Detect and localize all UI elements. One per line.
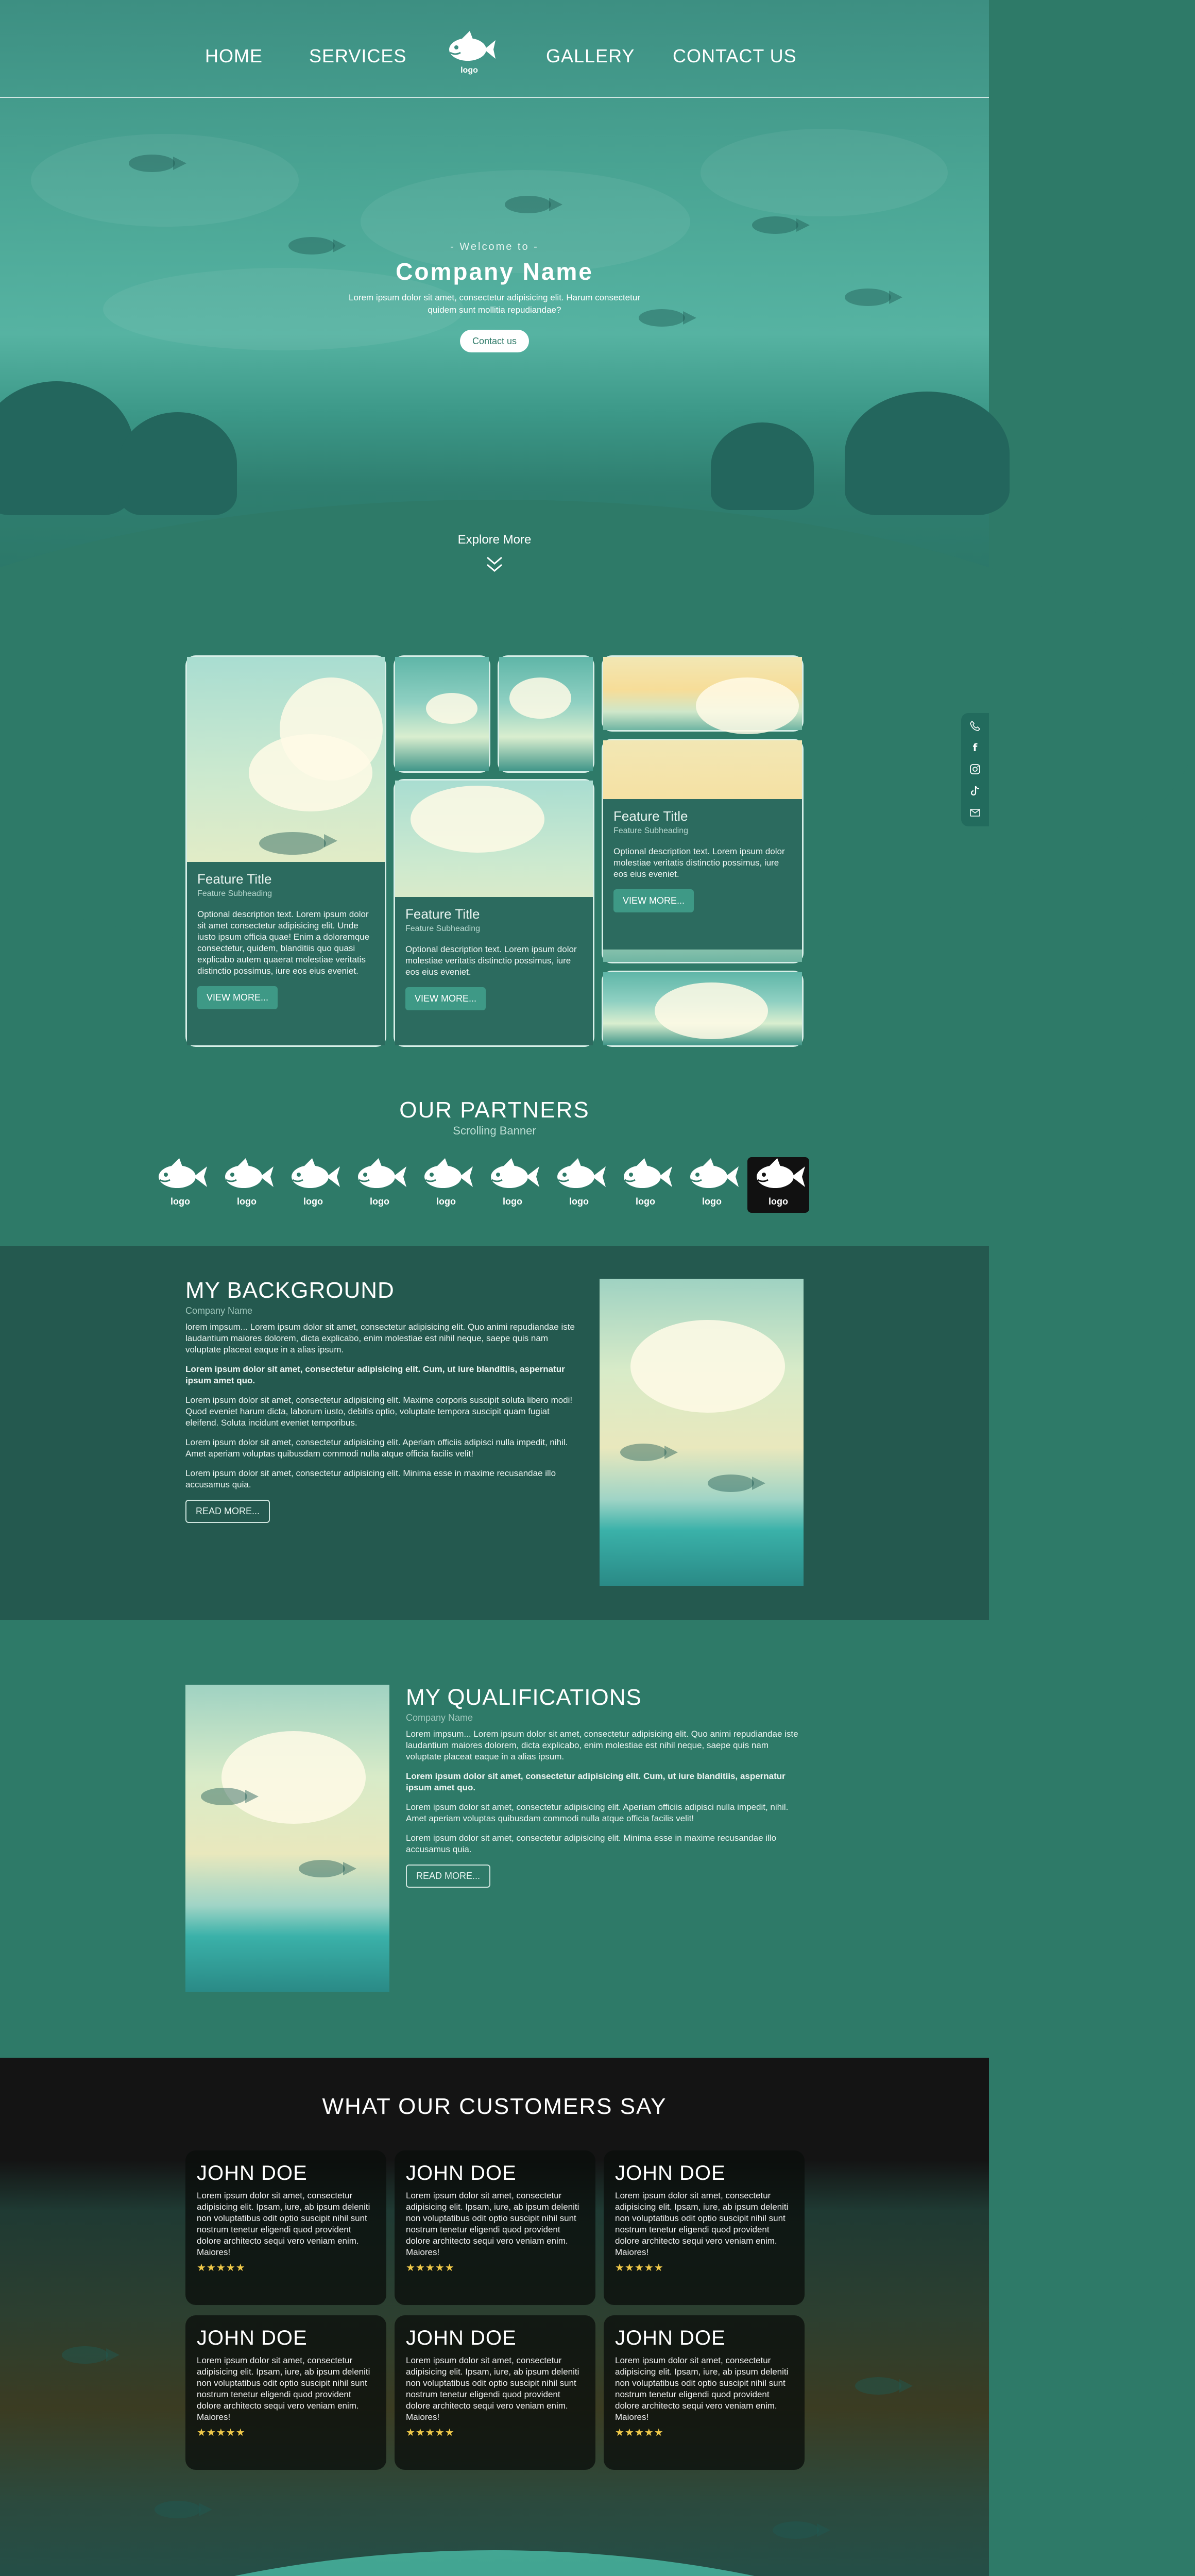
star-rating: ★★★★★ — [406, 2262, 455, 2274]
partner-logo[interactable] — [282, 1157, 344, 1213]
partner-logo[interactable] — [415, 1157, 477, 1213]
rock — [711, 422, 814, 510]
background-company: Company Name — [185, 1306, 253, 1316]
partner-logo[interactable] — [349, 1157, 411, 1213]
background-paragraph: Lorem ipsum dolor sit amet, consectetur adipisicing elit. Aperiam officiis adipisci nulla impedit, nihil. Amet aperiam voluptas quibusdam commodi nulla atque officia facilis velit! — [185, 1437, 568, 1459]
facebook-icon[interactable]: f — [972, 741, 978, 754]
rock — [845, 392, 1010, 515]
feature-description: Optional description text. Lorem ipsum dolor sit amet consectetur adipisicing elit. Unde iusto ipsum officia quae! Enim a doloremque consectetur, quidem, blanditiis quo quasi explicabo autem quaerat molestiae veritatis distinctio possimus, iure eos eius eveniet. — [197, 909, 370, 976]
nav-home[interactable]: HOME — [205, 45, 263, 66]
hero-cloud — [701, 129, 948, 216]
explore-more-link[interactable]: Explore More — [457, 533, 532, 547]
view-more-button[interactable]: VIEW MORE... — [405, 987, 486, 1010]
feature-card[interactable] — [394, 779, 594, 1047]
qualifications-text — [406, 1685, 804, 1888]
testimonial-name: JOHN DOE — [406, 2162, 517, 2184]
testimonial-name: JOHN DOE — [197, 2327, 308, 2349]
cloud-shape — [509, 677, 571, 719]
testimonial-text: Lorem ipsum dolor sit amet, consectetur adipisicing elit. Ipsam, iure, ab ipsum deleniti non voluptatibus odit optio suscipit nihil sunt nostrum tenetur eligendi quod provident dolore architecto sequi vero veniam enim. Maiores! — [406, 2191, 579, 2257]
fish-logo-icon — [614, 1157, 676, 1198]
cloud-shape — [249, 734, 372, 811]
fish-silhouette — [620, 1444, 667, 1461]
hero-curve — [0, 500, 1195, 963]
testimonial-name: JOHN DOE — [615, 2162, 726, 2184]
fish-silhouette — [708, 1475, 754, 1492]
hero-welcome: - Welcome to - — [450, 241, 539, 252]
qualifications-company: Company Name — [406, 1713, 473, 1723]
fish-logo-icon — [415, 1157, 477, 1198]
feature-card[interactable] — [602, 739, 804, 963]
testimonial-card — [185, 2315, 386, 2470]
fish-silhouette — [855, 2377, 901, 2395]
partners-banner — [170, 1154, 804, 1216]
fish-silhouette — [505, 196, 551, 213]
feature-title: Feature Title — [613, 808, 688, 824]
testimonial-text: Lorem ipsum dolor sit amet, consectetur adipisicing elit. Ipsam, iure, ab ipsum deleniti non voluptatibus odit optio suscipit nihil sunt nostrum tenetur eligendi quod provident dolore architecto sequi vero veniam enim. Maiores! — [406, 2355, 579, 2422]
feature-description: Optional description text. Lorem ipsum dolor molestiae veritatis distinctio possimus, iure eos eius eveniet. — [405, 944, 577, 977]
instagram-icon[interactable] — [969, 764, 981, 775]
testimonial-text: Lorem ipsum dolor sit amet, consectetur adipisicing elit. Ipsam, iure, ab ipsum deleniti non voluptatibus odit optio suscipit nihil sunt nostrum tenetur eligendi quod provident dolore architecto sequi vero veniam enim. Maiores! — [615, 2191, 789, 2257]
gallery-tile[interactable] — [394, 655, 490, 773]
partner-logo[interactable] — [149, 1157, 211, 1213]
testimonial-card — [604, 2150, 805, 2305]
feature-subheading: Feature Subheading — [405, 924, 480, 933]
qualifications-paragraph: Lorem impsum... Lorem ipsum dolor sit amet, consectetur adipisicing elit. Quo animi repudiandae iste laudantium maiores dolorem, dicta explicabo, enim molestiae est nihil neque, saepe quis nam voluptate placeat eaque in a alias ipsum. — [406, 1729, 798, 1761]
fish-logo-icon — [349, 1157, 411, 1198]
testimonial-name: JOHN DOE — [406, 2327, 517, 2349]
star-rating: ★★★★★ — [197, 2262, 246, 2274]
fish-silhouette — [845, 289, 891, 306]
testimonial-name: JOHN DOE — [197, 2162, 308, 2184]
rock — [0, 381, 134, 515]
testimonial-text: Lorem ipsum dolor sit amet, consectetur adipisicing elit. Ipsam, iure, ab ipsum deleniti non voluptatibus odit optio suscipit nihil sunt nostrum tenetur eligendi quod provident dolore architecto sequi vero veniam enim. Maiores! — [615, 2355, 789, 2422]
background-text — [185, 1278, 577, 1523]
feature-subheading: Feature Subheading — [197, 889, 272, 898]
fish-silhouette — [259, 832, 326, 855]
gallery-tile[interactable] — [498, 655, 594, 773]
tiktok-icon[interactable] — [969, 785, 981, 796]
gallery-tile[interactable] — [602, 655, 804, 732]
partner-logo[interactable] — [482, 1157, 543, 1213]
email-icon[interactable] — [969, 807, 981, 818]
cloud-shape — [221, 1731, 366, 1824]
partners-title: OUR PARTNERS — [399, 1097, 590, 1123]
read-more-button[interactable]: READ MORE... — [185, 1500, 270, 1523]
top-nav — [0, 0, 989, 98]
testimonial-text: Lorem ipsum dolor sit amet, consectetur adipisicing elit. Ipsam, iure, ab ipsum deleniti non voluptatibus odit optio suscipit nihil sunt nostrum tenetur eligendi quod provident dolore architecto sequi vero veniam enim. Maiores! — [197, 2191, 370, 2257]
qualifications-paragraph: Lorem ipsum dolor sit amet, consectetur adipisicing elit. Minima esse in maxime recusandae illo accusamus quia. — [406, 1833, 777, 1854]
testimonial-card — [395, 2315, 595, 2470]
partner-logo-text: logo — [436, 1196, 456, 1207]
rock — [118, 412, 237, 515]
cloud-shape — [411, 786, 544, 853]
fish-silhouette — [62, 2346, 108, 2364]
testimonials-section — [0, 2058, 989, 2576]
social-sidebar — [961, 713, 989, 826]
background-section — [0, 1246, 989, 1620]
fish-logo-icon — [149, 1157, 211, 1198]
nav-gallery[interactable]: GALLERY — [546, 45, 635, 66]
feature-card[interactable] — [185, 655, 386, 1047]
background-paragraph: Lorem ipsum dolor sit amet, consectetur adipisicing elit. Minima esse in maxime recusandae illo accusamus quia. — [185, 1468, 556, 1489]
partner-logo-text: logo — [702, 1196, 722, 1207]
fish-silhouette — [773, 2521, 819, 2539]
testimonial-text: Lorem ipsum dolor sit amet, consectetur adipisicing elit. Ipsam, iure, ab ipsum deleniti non voluptatibus odit optio suscipit nihil sunt nostrum tenetur eligendi quod provident dolore architecto sequi vero veniam enim. Maiores! — [197, 2355, 370, 2422]
testimonial-card — [395, 2150, 595, 2305]
qualifications-section — [0, 1620, 989, 2058]
star-rating: ★★★★★ — [197, 2427, 246, 2438]
cloud-shape — [696, 677, 799, 734]
feature-panel — [187, 862, 385, 1045]
partner-logo-text: logo — [237, 1196, 257, 1207]
partners-subtitle: Scrolling Banner — [453, 1124, 536, 1137]
cloud-shape — [630, 1320, 785, 1413]
hero-company-name: Company Name — [396, 258, 593, 285]
fish-logo-icon — [747, 1157, 809, 1198]
partner-logo-text: logo — [636, 1196, 655, 1207]
star-rating: ★★★★★ — [406, 2427, 455, 2438]
qualifications-paragraph-bold: Lorem ipsum dolor sit amet, consectetur adipisicing elit. Cum, ut iure blanditiis, aspernatur ipsum amet quo. — [406, 1771, 786, 1792]
star-rating: ★★★★★ — [615, 2427, 664, 2438]
cloud-shape — [655, 982, 768, 1039]
fish-silhouette — [299, 1860, 345, 1877]
phone-icon[interactable] — [969, 720, 981, 732]
hero-cloud — [31, 134, 299, 227]
fish-logo-icon — [681, 1157, 743, 1198]
read-more-button[interactable]: READ MORE... — [406, 1865, 490, 1888]
partner-logo[interactable] — [747, 1157, 809, 1213]
partner-logo-text: logo — [569, 1196, 589, 1207]
fish-silhouette — [201, 1788, 247, 1805]
partner-logo-text: logo — [303, 1196, 323, 1207]
qualifications-title: MY QUALIFICATIONS — [406, 1685, 642, 1710]
view-more-button[interactable]: VIEW MORE... — [197, 986, 278, 1009]
view-more-button[interactable]: VIEW MORE... — [613, 889, 694, 912]
fish-silhouette — [129, 155, 175, 172]
partner-logo[interactable] — [216, 1157, 278, 1213]
background-paragraph: Lorem ipsum dolor sit amet, consectetur adipisicing elit. Maxime corporis suscipit soluta libero modi! Quod eveniet harum dicta, laborum iusto, debitis optio, voluptate tempora suscipit quam fugiat eleifend. Soluta incidunt eveniet temporibus. — [185, 1395, 573, 1428]
nav-contact[interactable]: CONTACT US — [673, 45, 797, 66]
cloud-shape — [426, 693, 477, 724]
fish-logo-icon — [482, 1157, 543, 1198]
feature-panel — [603, 799, 802, 950]
background-paragraph-bold: Lorem ipsum dolor sit amet, consectetur adipisicing elit. Cum, ut iure blanditiis, aspernatur ipsum amet quo. — [185, 1364, 565, 1385]
feature-panel — [395, 897, 593, 1045]
feature-title: Feature Title — [197, 871, 272, 887]
partner-logo[interactable] — [681, 1157, 743, 1213]
contact-us-button[interactable]: Contact us — [460, 330, 529, 352]
partner-logo-text: logo — [503, 1196, 522, 1207]
partner-logo-text: logo — [769, 1196, 788, 1207]
nav-logo[interactable] — [441, 29, 498, 80]
partner-logo[interactable] — [548, 1157, 610, 1213]
fish-silhouette — [752, 216, 798, 234]
fish-logo-icon — [216, 1157, 278, 1198]
double-chevron-down-icon[interactable] — [485, 554, 504, 575]
hero-section — [0, 0, 989, 608]
gallery-tile[interactable] — [602, 971, 804, 1047]
fish-logo-icon — [548, 1157, 610, 1198]
nav-services[interactable]: SERVICES — [309, 45, 407, 66]
testimonial-name: JOHN DOE — [615, 2327, 726, 2349]
partner-logo-text: logo — [370, 1196, 389, 1207]
star-rating: ★★★★★ — [615, 2262, 664, 2274]
fish-silhouette — [155, 2501, 201, 2518]
testimonial-card — [185, 2150, 386, 2305]
hero-description: Lorem ipsum dolor sit amet, consectetur adipisicing elit. Harum consectetur quidem sunt mollitia repudiandae? — [349, 293, 640, 315]
partner-logo-text: logo — [170, 1196, 190, 1207]
background-title: MY BACKGROUND — [185, 1278, 395, 1303]
background-image — [600, 1279, 804, 1586]
nav-logo-text: logo — [460, 66, 478, 75]
feature-title: Feature Title — [405, 906, 480, 922]
feature-subheading: Feature Subheading — [613, 826, 688, 835]
feature-description: Optional description text. Lorem ipsum dolor molestiae veritatis distinctio possimus, iure eos eius eveniet. — [613, 846, 785, 879]
testimonials-title: WHAT OUR CUSTOMERS SAY — [322, 2094, 667, 2119]
testimonial-card — [604, 2315, 805, 2470]
fish-logo-icon — [282, 1157, 344, 1198]
qualifications-paragraph: Lorem ipsum dolor sit amet, consectetur adipisicing elit. Aperiam officiis adipisci nulla impedit, nihil. Amet aperiam voluptas quibusdam commodi nulla atque officia facilis velit! — [406, 1802, 789, 1823]
background-paragraph: lorem impsum... Lorem ipsum dolor sit amet, consectetur adipisicing elit. Quo animi repudiandae iste laudantium maiores dolorem, dicta explicabo, enim molestiae est nihil neque, saepe quis nam voluptate placeat eaque in a alias ipsum. — [185, 1322, 575, 1354]
partner-logo[interactable] — [614, 1157, 676, 1213]
qualifications-image — [185, 1685, 389, 1992]
